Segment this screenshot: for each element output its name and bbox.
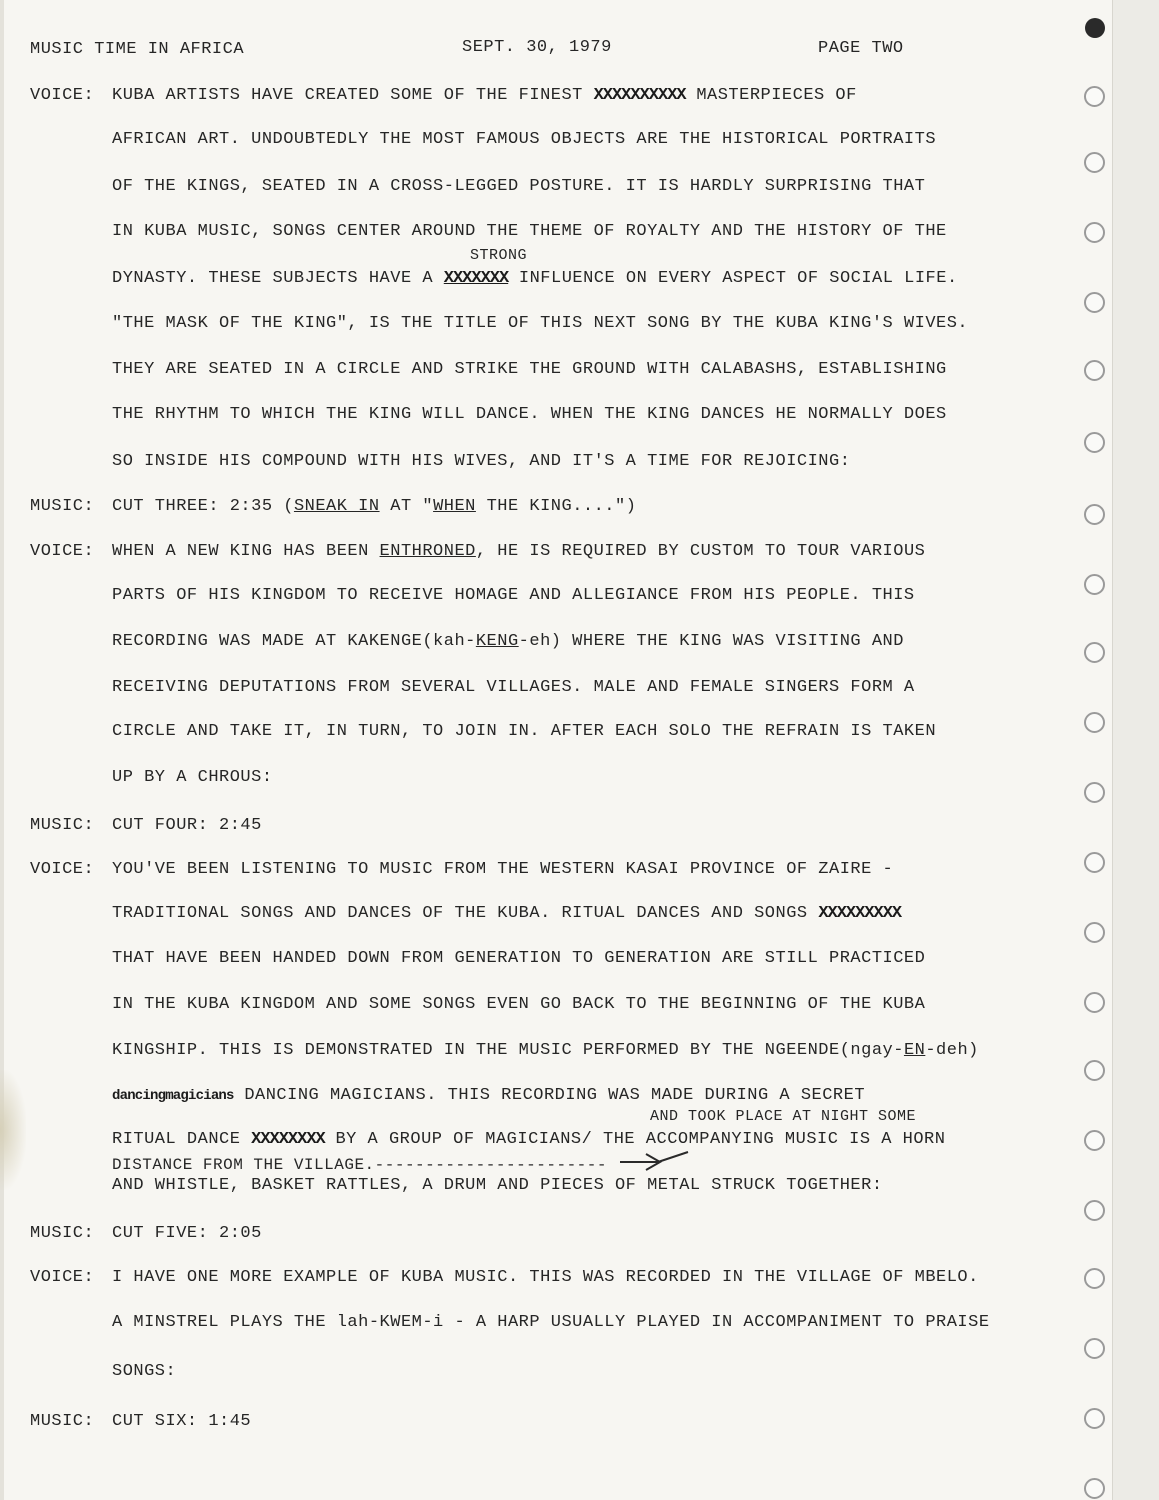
script-line: RECORDING WAS MADE AT KAKENGE(kah-KENG-eh) WHERE THE KING WAS VISITING AND	[112, 632, 904, 651]
punch-hole	[1084, 1478, 1105, 1499]
script-line: WHEN A NEW KING HAS BEEN ENTHRONED, HE IS REQUIRED BY CUSTOM TO TOUR VARIOUS	[112, 542, 926, 561]
script-line: AND WHISTLE, BASKET RATTLES, A DRUM AND PIECES OF METAL STRUCK TOGETHER:	[112, 1176, 883, 1195]
page-number: PAGE TWO	[818, 39, 904, 58]
punch-hole	[1084, 222, 1105, 243]
speaker-tag-voice: VOICE:	[30, 86, 95, 105]
speaker-tag-music: MUSIC:	[30, 497, 95, 516]
script-line: UP BY A CHROUS:	[112, 768, 273, 787]
punch-hole	[1084, 712, 1105, 733]
punch-hole	[1084, 922, 1105, 943]
typed-insertion: STRONG	[470, 247, 528, 264]
punch-hole	[1084, 642, 1105, 663]
punch-hole	[1084, 86, 1105, 107]
struck-text: dancingmagicians	[112, 1088, 234, 1104]
punch-hole	[1084, 1408, 1105, 1429]
speaker-tag-voice: VOICE:	[30, 1268, 95, 1287]
speaker-tag-voice: VOICE:	[30, 542, 95, 561]
script-line: RECEIVING DEPUTATIONS FROM SEVERAL VILLAGES. MALE AND FEMALE SINGERS FORM A	[112, 678, 915, 697]
punch-hole	[1085, 18, 1105, 38]
script-line: dancingmagicians DANCING MAGICIANS. THIS RECORDING WAS MADE DURING A SECRET	[112, 1086, 866, 1105]
punch-hole	[1084, 1060, 1105, 1081]
typed-insertion: AND TOOK PLACE AT NIGHT SOME	[650, 1108, 917, 1125]
music-cue: CUT FOUR: 2:45	[112, 816, 262, 835]
script-line: THEY ARE SEATED IN A CIRCLE AND STRIKE THE GROUND WITH CALABASHS, ESTABLISHING	[112, 360, 947, 379]
punch-hole	[1084, 504, 1105, 525]
script-line: AFRICAN ART. UNDOUBTEDLY THE MOST FAMOUS OBJECTS ARE THE HISTORICAL PORTRAITS	[112, 130, 937, 149]
broadcast-date: SEPT. 30, 1979	[462, 38, 612, 57]
program-title: MUSIC TIME IN AFRICA	[30, 40, 245, 59]
punch-hole	[1084, 574, 1105, 595]
script-line: IN KUBA MUSIC, SONGS CENTER AROUND THE THEME OF ROYALTY AND THE HISTORY OF THE	[112, 222, 947, 241]
punch-hole	[1084, 360, 1105, 381]
script-line: PARTS OF HIS KINGDOM TO RECEIVE HOMAGE AND ALLEGIANCE FROM HIS PEOPLE. THIS	[112, 586, 915, 605]
speaker-tag-voice: VOICE:	[30, 860, 95, 879]
script-line: A MINSTREL PLAYS THE lah-KWEM-i - A HARP USUALLY PLAYED IN ACCOMPANIMENT TO PRAISE	[112, 1313, 990, 1332]
script-line: RITUAL DANCE XXXXXXXX BY A GROUP OF MAGICIANS/ THE ACCOMPANYING MUSIC IS A HORN	[112, 1130, 946, 1149]
punch-hole	[1084, 852, 1105, 873]
struck-text: XXXXXXXX	[251, 1130, 325, 1149]
punch-hole	[1084, 432, 1105, 453]
script-line: KUBA ARTISTS HAVE CREATED SOME OF THE FINEST XXXXXXXXXX MASTERPIECES OF	[112, 86, 857, 105]
punch-hole	[1084, 1268, 1105, 1289]
music-cue: CUT FIVE: 2:05	[112, 1224, 262, 1243]
script-line: DYNASTY. THESE SUBJECTS HAVE A XXXXXXX INFLUENCE ON EVERY ASPECT OF SOCIAL LIFE.	[112, 269, 958, 288]
punch-hole	[1084, 782, 1105, 803]
struck-text: XXXXXXX	[443, 269, 509, 288]
struck-text: XXXXXXXXXX	[593, 86, 686, 105]
punch-hole	[1084, 292, 1105, 313]
perforated-margin	[1112, 0, 1159, 1500]
script-line: "THE MASK OF THE KING", IS THE TITLE OF THIS NEXT SONG BY THE KUBA KING'S WIVES.	[112, 314, 969, 333]
script-line: OF THE KINGS, SEATED IN A CROSS-LEGGED POSTURE. IT IS HARDLY SURPRISING THAT	[112, 177, 926, 196]
music-cue: CUT SIX: 1:45	[112, 1412, 252, 1431]
speaker-tag-music: MUSIC:	[30, 816, 95, 835]
punch-hole	[1084, 1338, 1105, 1359]
speaker-tag-music: MUSIC:	[30, 1412, 95, 1431]
punch-hole	[1084, 992, 1105, 1013]
script-line: THAT HAVE BEEN HANDED DOWN FROM GENERATION TO GENERATION ARE STILL PRACTICED	[112, 949, 926, 968]
paper-edge-left	[0, 0, 4, 1500]
punch-hole	[1084, 152, 1105, 173]
punch-hole	[1084, 1200, 1105, 1221]
insertion-arrow	[618, 1146, 698, 1174]
punch-hole	[1084, 1130, 1105, 1151]
script-line: KINGSHIP. THIS IS DEMONSTRATED IN THE MUSIC PERFORMED BY THE NGEENDE(ngay-EN-deh)	[112, 1041, 979, 1060]
script-line: CIRCLE AND TAKE IT, IN TURN, TO JOIN IN. AFTER EACH SOLO THE REFRAIN IS TAKEN	[112, 722, 937, 741]
script-line: THE RHYTHM TO WHICH THE KING WILL DANCE. WHEN THE KING DANCES HE NORMALLY DOES	[112, 405, 947, 424]
script-line: SONGS:	[112, 1362, 177, 1381]
script-line: TRADITIONAL SONGS AND DANCES OF THE KUBA. RITUAL DANCES AND SONGS XXXXXXXXX	[112, 904, 902, 923]
script-line: SO INSIDE HIS COMPOUND WITH HIS WIVES, AND IT'S A TIME FOR REJOICING:	[112, 452, 851, 471]
script-line: I HAVE ONE MORE EXAMPLE OF KUBA MUSIC. THIS WAS RECORDED IN THE VILLAGE OF MBELO.	[112, 1268, 979, 1287]
script-line: YOU'VE BEEN LISTENING TO MUSIC FROM THE WESTERN KASAI PROVINCE OF ZAIRE -	[112, 860, 894, 879]
music-cue: CUT THREE: 2:35 (SNEAK IN AT "WHEN THE KING....")	[112, 497, 637, 516]
speaker-tag-music: MUSIC:	[30, 1224, 95, 1243]
script-line: DISTANCE FROM THE VILLAGE.-----------------------	[112, 1156, 607, 1174]
paper-stain	[0, 1070, 26, 1190]
struck-text: XXXXXXXXX	[818, 904, 902, 923]
script-line: IN THE KUBA KINGDOM AND SOME SONGS EVEN GO BACK TO THE BEGINNING OF THE KUBA	[112, 995, 926, 1014]
